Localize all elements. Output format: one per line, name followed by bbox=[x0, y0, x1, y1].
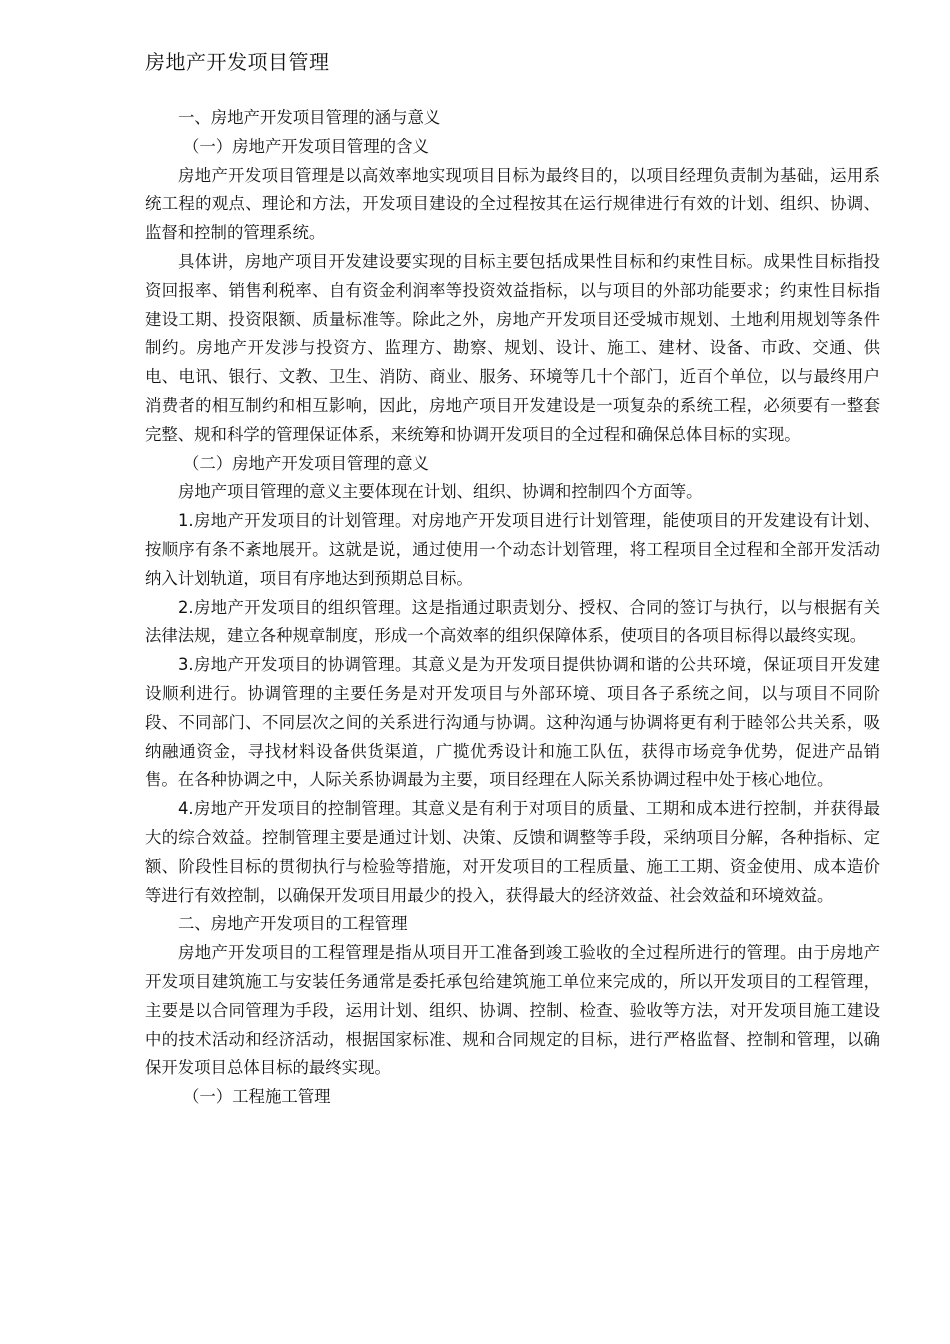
document-body bbox=[145, 104, 880, 1112]
subsection-heading-2-1: （一）工程施工管理 bbox=[183, 1087, 331, 1107]
paragraph-significance-intro: 房地产项目管理的意义主要体现在计划、组织、协调和控制四个方面等。 bbox=[178, 482, 703, 502]
paragraph-control: 4.房地产开发项目的控制管理。其意义是有利于对项目的质量、工期和成本进行控制，并获得最大的综合效益。控制管理主要是通过计划、决策、反馈和调整等手段，采纳项目分解，各种指标、定额、阶段性目标的贯彻执行与检验等措施，对开发项目的工程质量、施工工期、资金使用、成本造价等进行有效控制，以确保开发项目用最少的投入，获得最大的经济效益、社会效益和环境效益。 bbox=[145, 799, 880, 905]
subsection-heading-1-1: （一）房地产开发项目管理的含义 bbox=[183, 136, 429, 156]
paragraph-definition: 房地产开发项目管理是以高效率地实现项目目标为最终目的，以项目经理负责制为基础，运用系统工程的观点、理论和方法，开发项目建设的全过程按其在运行规律进行有效的计划、组织、协调、监督和控制的管理系统。 bbox=[145, 165, 880, 243]
section-heading-2: 二、房地产开发项目的工程管理 bbox=[178, 914, 408, 934]
subsection-heading-1-2: （二）房地产开发项目管理的意义 bbox=[183, 453, 429, 473]
paragraph-objectives: 具体讲，房地产项目开发建设要实现的目标主要包括成果性目标和约束性目标。成果性目标指投资回报率、销售利税率、自有资金利润率等投资效益指标，以与项目的外部功能要求；约束性目标指建设工期、投资限额、质量标准等。除此之外，房地产开发项目还受城市规划、土地利用规划等条件制约。房地产开发涉与投资方、监理方、勘察、规划、设计、施工、建材、设备、市政、交通、供电、电讯、银行、文教、卫生、消防、商业、服务、环境等几十个部门，近百个单位，以与最终用户消费者的相互制约和相互影响，因此，房地产项目开发建设是一项复杂的系统工程，必须要有一整套完整、规和科学的管理保证体系，来统筹和协调开发项目的全过程和确保总体目标的实现。 bbox=[145, 251, 880, 444]
paragraph-organization: 2.房地产开发项目的组织管理。这是指通过职责划分、授权、合同的签订与执行，以与根据有关法律法规，建立各种规章制度，形成一个高效率的组织保障体系，使项目的各项目标得以最终实现。 bbox=[145, 597, 880, 646]
section-heading-1: 一、房地产开发项目管理的涵与意义 bbox=[178, 108, 441, 127]
paragraph-engineering: 房地产开发项目的工程管理是指从项目开工准备到竣工验收的全过程所进行的管理。由于房地产开发项目建筑施工与安装任务通常是委托承包给建筑施工单位来完成的，所以开发项目的工程管理，主要是以合同管理为手段，运用计划、组织、协调、控制、检查、验收等方法，对开发项目施工建设中的技术活动和经济活动，根据国家标准、规和合同规定的目标，进行严格监督、控制和管理，以确保开发项目总体目标的最终实现。 bbox=[145, 943, 880, 1078]
document-title: 房地产开发项目管理 bbox=[145, 50, 330, 74]
paragraph-planning: 1.房地产开发项目的计划管理。对房地产开发项目进行计划管理，能使项目的开发建设有计划、按顺序有条不紊地展开。这就是说，通过使用一个动态计划管理，将工程项目全过程和全部开发活动纳入计划轨道，项目有序地达到预期总目标。 bbox=[145, 511, 880, 588]
paragraph-coordination: 3.房地产开发项目的协调管理。其意义是为开发项目提供协调和谐的公共环境，保证项目开发建设顺利进行。协调管理的主要任务是对开发项目与外部环境、项目各子系统之间，以与项目不同阶段、不同部门、不同层次之间的关系进行沟通与协调。这种沟通与协调将更有利于睦邻公共关系，吸纳融通资金，寻找材料设备供货渠道，广揽优秀设计和施工队伍，获得市场竞争优势，促进产品销售。在各种协调之中，人际关系协调最为主要，项目经理在人际关系协调过程中处于核心地位。 bbox=[145, 655, 880, 790]
